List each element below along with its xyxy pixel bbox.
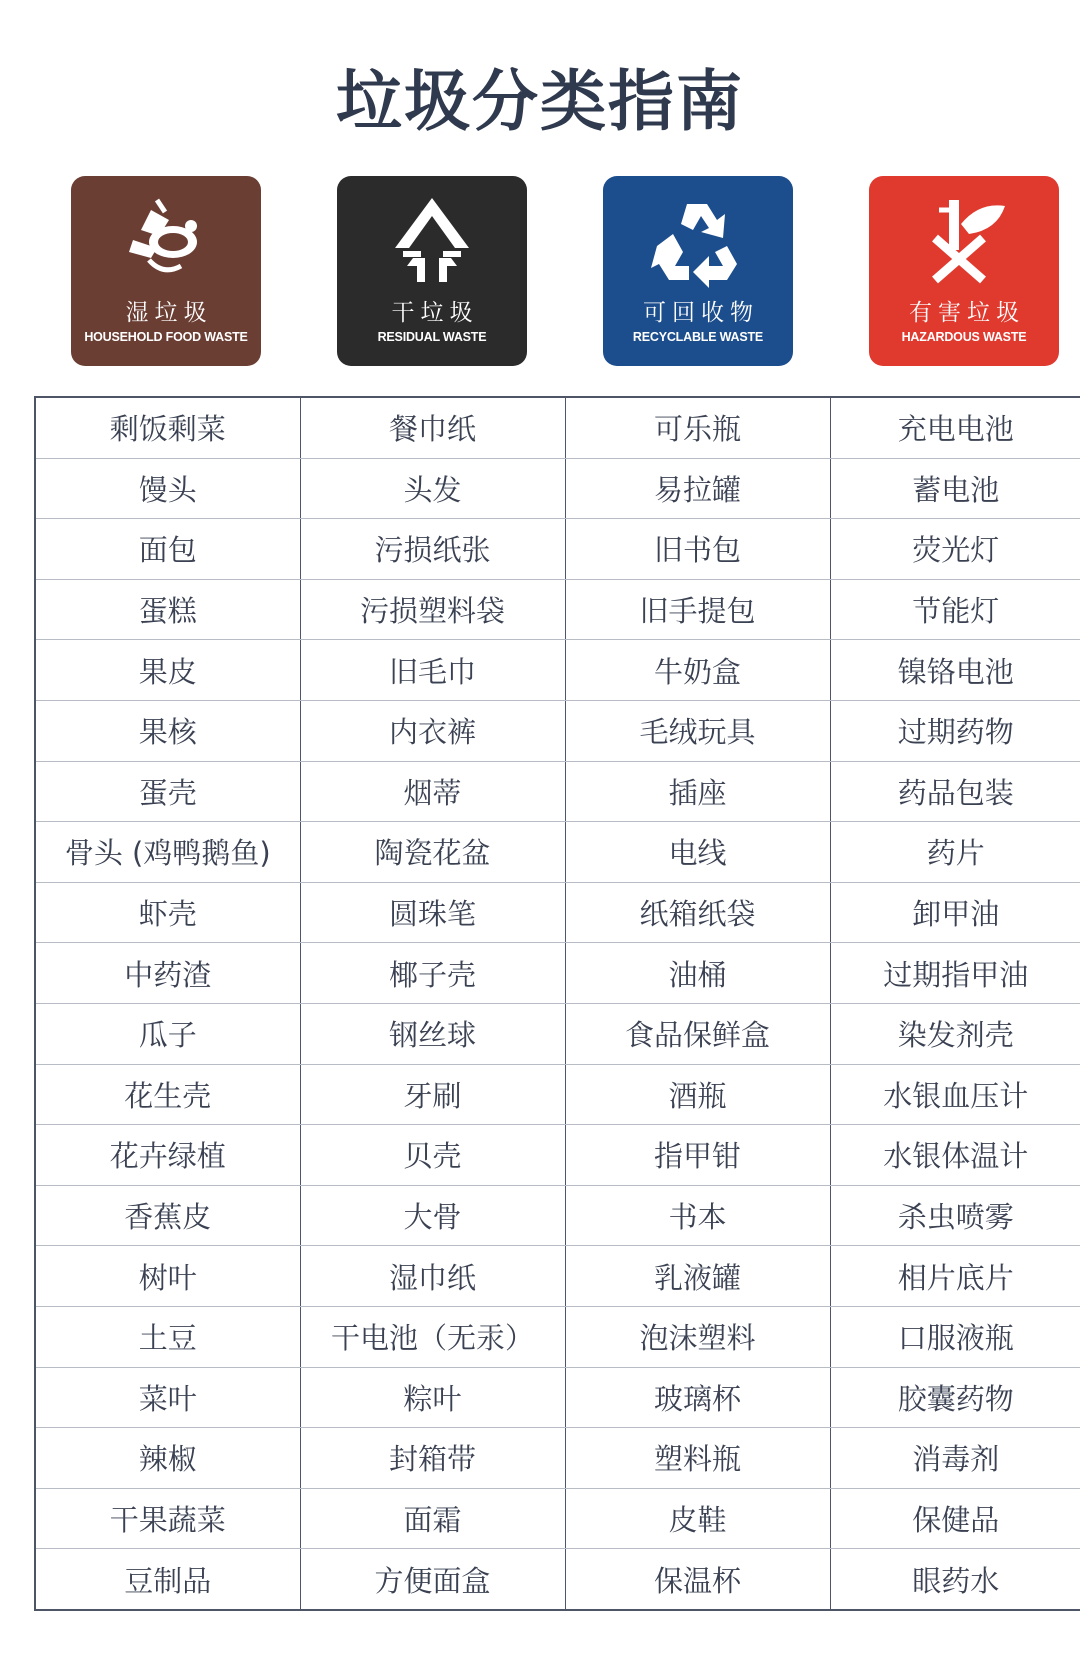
table-row: [35, 1428, 1080, 1489]
food-waste-icon: [71, 190, 261, 290]
table-cell-hazardous: 卸甲油: [830, 882, 1080, 943]
table-row: [35, 1125, 1080, 1186]
table-cell-household: 蛋糕: [35, 579, 300, 640]
table-cell-household: 干果蔬菜: [35, 1488, 300, 1549]
table-cell-household: 虾壳: [35, 882, 300, 943]
table-cell-residual: 餐巾纸: [300, 397, 565, 458]
waste-items-table-body: [35, 397, 1080, 1610]
table-cell-hazardous: 眼药水: [830, 1549, 1080, 1610]
table-cell-recyclable: 旧手提包: [565, 579, 830, 640]
table-cell-hazardous: 口服液瓶: [830, 1306, 1080, 1367]
table-cell-recyclable: 保温杯: [565, 1549, 830, 1610]
category-name-en: RECYCLABLE WASTE: [632, 330, 764, 344]
table-cell-hazardous: 充电电池: [830, 397, 1080, 458]
table-cell-recyclable: 酒瓶: [565, 1064, 830, 1125]
table-cell-household: 剩饭剩菜: [35, 397, 300, 458]
category-icons-row: [0, 176, 1080, 366]
table-cell-hazardous: 蓄电池: [830, 458, 1080, 519]
table-cell-household: 骨头 (鸡鸭鹅鱼): [35, 822, 300, 883]
table-cell-residual: 椰子壳: [300, 943, 565, 1004]
table-cell-residual: 内衣裤: [300, 700, 565, 761]
table-row: [35, 519, 1080, 580]
table-cell-residual: 干电池（无汞）: [300, 1306, 565, 1367]
table-cell-household: 果皮: [35, 640, 300, 701]
table-cell-residual: 牙刷: [300, 1064, 565, 1125]
table-cell-hazardous: 过期指甲油: [830, 943, 1080, 1004]
table-cell-hazardous: 药品包装: [830, 761, 1080, 822]
table-cell-residual: 粽叶: [300, 1367, 565, 1428]
category-name-en: RESIDUAL WASTE: [377, 330, 487, 344]
table-row: [35, 882, 1080, 943]
table-cell-household: 面包: [35, 519, 300, 580]
table-cell-household: 馒头: [35, 458, 300, 519]
table-cell-residual: 旧毛巾: [300, 640, 565, 701]
table-cell-residual: 污损塑料袋: [300, 579, 565, 640]
table-row: [35, 822, 1080, 883]
table-cell-hazardous: 药片: [830, 822, 1080, 883]
table-cell-residual: 贝壳: [300, 1125, 565, 1186]
table-cell-residual: 方便面盒: [300, 1549, 565, 1610]
table-cell-residual: 封箱带: [300, 1428, 565, 1489]
table-cell-household: 中药渣: [35, 943, 300, 1004]
table-cell-recyclable: 牛奶盒: [565, 640, 830, 701]
table-cell-hazardous: 染发剂壳: [830, 1003, 1080, 1064]
residual-waste-icon: [337, 190, 527, 290]
waste-items-table: [34, 396, 1080, 1611]
table-cell-residual: 钢丝球: [300, 1003, 565, 1064]
table-cell-recyclable: 可乐瓶: [565, 397, 830, 458]
table-row: [35, 458, 1080, 519]
table-cell-recyclable: 毛绒玩具: [565, 700, 830, 761]
table-cell-recyclable: 插座: [565, 761, 830, 822]
category-card-household: [71, 176, 261, 366]
table-cell-hazardous: 杀虫喷雾: [830, 1185, 1080, 1246]
table-cell-hazardous: 相片底片: [830, 1246, 1080, 1307]
table-cell-hazardous: 水银血压计: [830, 1064, 1080, 1125]
table-cell-residual: 湿巾纸: [300, 1246, 565, 1307]
table-cell-residual: 头发: [300, 458, 565, 519]
table-row: [35, 640, 1080, 701]
table-cell-household: 树叶: [35, 1246, 300, 1307]
table-row: [35, 761, 1080, 822]
table-cell-household: 蛋壳: [35, 761, 300, 822]
table-cell-household: 瓜子: [35, 1003, 300, 1064]
table-cell-hazardous: 荧光灯: [830, 519, 1080, 580]
table-row: [35, 1306, 1080, 1367]
category-name-cn: 干垃圾: [391, 300, 479, 326]
table-cell-recyclable: 食品保鲜盒: [565, 1003, 830, 1064]
category-card-hazardous: [869, 176, 1059, 366]
table-cell-hazardous: 消毒剂: [830, 1428, 1080, 1489]
table-cell-household: 花生壳: [35, 1064, 300, 1125]
table-row: [35, 700, 1080, 761]
table-row: [35, 1003, 1080, 1064]
table-row: [35, 943, 1080, 1004]
table-cell-recyclable: 旧书包: [565, 519, 830, 580]
table-cell-recyclable: 易拉罐: [565, 458, 830, 519]
table-row: [35, 397, 1080, 458]
table-cell-recyclable: 泡沫塑料: [565, 1306, 830, 1367]
table-cell-household: 香蕉皮: [35, 1185, 300, 1246]
table-cell-hazardous: 水银体温计: [830, 1125, 1080, 1186]
table-cell-household: 土豆: [35, 1306, 300, 1367]
table-cell-hazardous: 保健品: [830, 1488, 1080, 1549]
table-cell-residual: 圆珠笔: [300, 882, 565, 943]
page-title: 垃圾分类指南: [336, 63, 744, 140]
table-cell-recyclable: 皮鞋: [565, 1488, 830, 1549]
recycle-icon: [603, 190, 793, 290]
table-cell-residual: 烟蒂: [300, 761, 565, 822]
table-row: [35, 1064, 1080, 1125]
table-cell-household: 花卉绿植: [35, 1125, 300, 1186]
table-cell-recyclable: 指甲钳: [565, 1125, 830, 1186]
table-cell-household: 豆制品: [35, 1549, 300, 1610]
table-cell-recyclable: 玻璃杯: [565, 1367, 830, 1428]
table-cell-hazardous: 节能灯: [830, 579, 1080, 640]
category-name-en: HOUSEHOLD FOOD WASTE: [84, 330, 248, 344]
table-cell-recyclable: 纸箱纸袋: [565, 882, 830, 943]
table-row: [35, 1185, 1080, 1246]
table-cell-residual: 陶瓷花盆: [300, 822, 565, 883]
table-row: [35, 1367, 1080, 1428]
hazardous-waste-icon: [869, 190, 1059, 290]
table-cell-hazardous: 胶囊药物: [830, 1367, 1080, 1428]
table-cell-hazardous: 过期药物: [830, 700, 1080, 761]
table-cell-household: 菜叶: [35, 1367, 300, 1428]
table-cell-residual: 大骨: [300, 1185, 565, 1246]
table-row: [35, 579, 1080, 640]
category-card-residual: [337, 176, 527, 366]
category-name-cn: 湿垃圾: [125, 300, 213, 326]
table-cell-hazardous: 镍铬电池: [830, 640, 1080, 701]
table-cell-recyclable: 乳液罐: [565, 1246, 830, 1307]
table-cell-residual: 面霜: [300, 1488, 565, 1549]
table-cell-residual: 污损纸张: [300, 519, 565, 580]
category-card-recyclable: [603, 176, 793, 366]
table-cell-household: 辣椒: [35, 1428, 300, 1489]
category-name-cn: 可回收物: [643, 300, 759, 326]
category-name-cn: 有害垃圾: [909, 300, 1025, 326]
category-name-en: HAZARDOUS WASTE: [901, 330, 1027, 344]
table-row: [35, 1246, 1080, 1307]
table-cell-recyclable: 塑料瓶: [565, 1428, 830, 1489]
table-row: [35, 1488, 1080, 1549]
table-cell-recyclable: 电线: [565, 822, 830, 883]
table-row: [35, 1549, 1080, 1610]
table-cell-recyclable: 油桶: [565, 943, 830, 1004]
table-cell-recyclable: 书本: [565, 1185, 830, 1246]
table-cell-household: 果核: [35, 700, 300, 761]
